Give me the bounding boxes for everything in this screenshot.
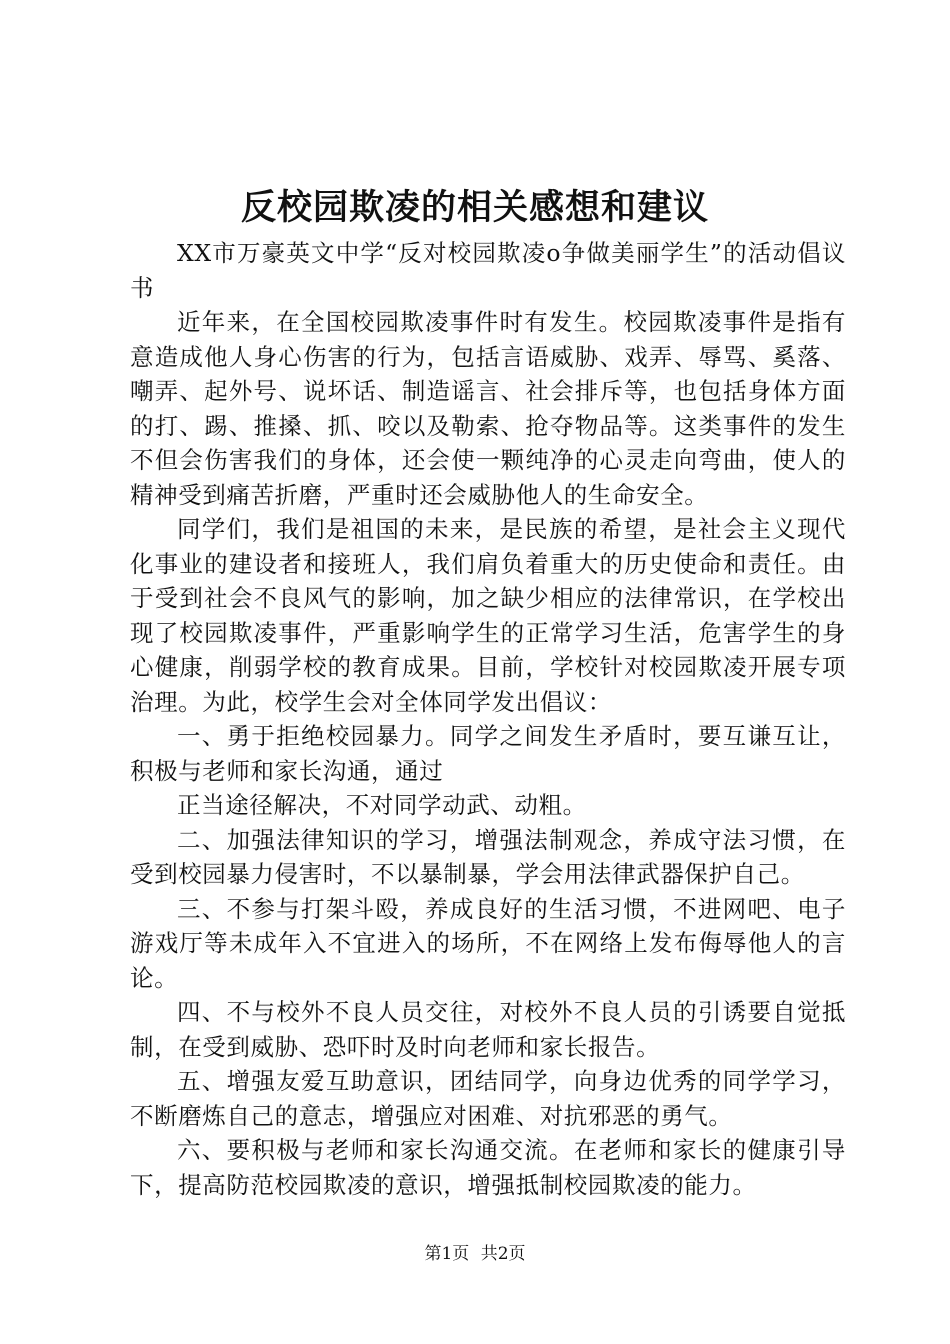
paragraph-call: 同学们，我们是祖国的未来，是民族的希望，是社会主义现代化事业的建设者和接班人，我们肩负着重大的历史使命和责任。由于受到社会不良风气的影响，加之缺少相应的法律常识，在学校出现了校园欺凌事件，严重影响学生的正常学习生活，危害学生的身心健康，削弱学校的教育成果。目前，学校针对校园欺凌开展专项治理。为此，校学生会对全体同学发出倡议：: [130, 515, 846, 716]
document-body: [130, 236, 846, 1202]
proposal-item-1-continued: 正当途径解决，不对同学动武、动粗。: [177, 791, 587, 819]
proposal-item-4: 四、不与校外不良人员交往，对校外不良人员的引诱要自觉抵制，在受到威胁、恐吓时及时向老师和家长报告。: [130, 998, 846, 1061]
paragraph-intro: 近年来，在全国校园欺凌事件时有发生。校园欺凌事件是指有意造成他人身心伤害的行为，包括言语威胁、戏弄、辱骂、奚落、嘲弄、起外号、说坏话、制造谣言、社会排斥等，也包括身体方面的打、踢、推搡、抓、咬以及勒索、抢夺物品等。这类事件的发生不但会伤害我们的身体，还会使一颗纯净的心灵走向弯曲，使人的精神受到痛苦折磨，严重时还会威胁他人的生命安全。: [130, 308, 846, 509]
document-title: 反校园欺凌的相关感想和建议: [240, 187, 709, 228]
paragraph-heading: XX市万豪英文中学“反对校园欺凌o争做美丽学生”的活动倡议书: [130, 239, 846, 302]
page-total: 共2页: [480, 1244, 526, 1264]
proposal-item-1: 一、勇于拒绝校园暴力。同学之间发生矛盾时，要互谦互让，积极与老师和家长沟通，通过: [130, 722, 846, 785]
proposal-item-2: 二、加强法律知识的学习，增强法制观念，养成守法习惯，在受到校园暴力侵害时，不以暴制暴，学会用法律武器保护自己。: [130, 825, 846, 888]
proposal-item-3: 三、不参与打架斗殴，养成良好的生活习惯，不进网吧、电子游戏厅等未成年入不宜进入的场所，不在网络上发布侮辱他人的言论。: [130, 894, 846, 992]
page-number: 第1页: [424, 1244, 470, 1264]
proposal-item-6: 六、要积极与老师和家长沟通交流。在老师和家长的健康引导下，提高防范校园欺凌的意识，增强抵制校园欺凌的能力。: [130, 1136, 846, 1199]
proposal-item-5: 五、增强友爱互助意识，团结同学，向身边优秀的同学学习，不断磨炼自己的意志，增强应对困难、对抗邪恶的勇气。: [130, 1067, 846, 1130]
page-footer: [0, 1242, 950, 1266]
